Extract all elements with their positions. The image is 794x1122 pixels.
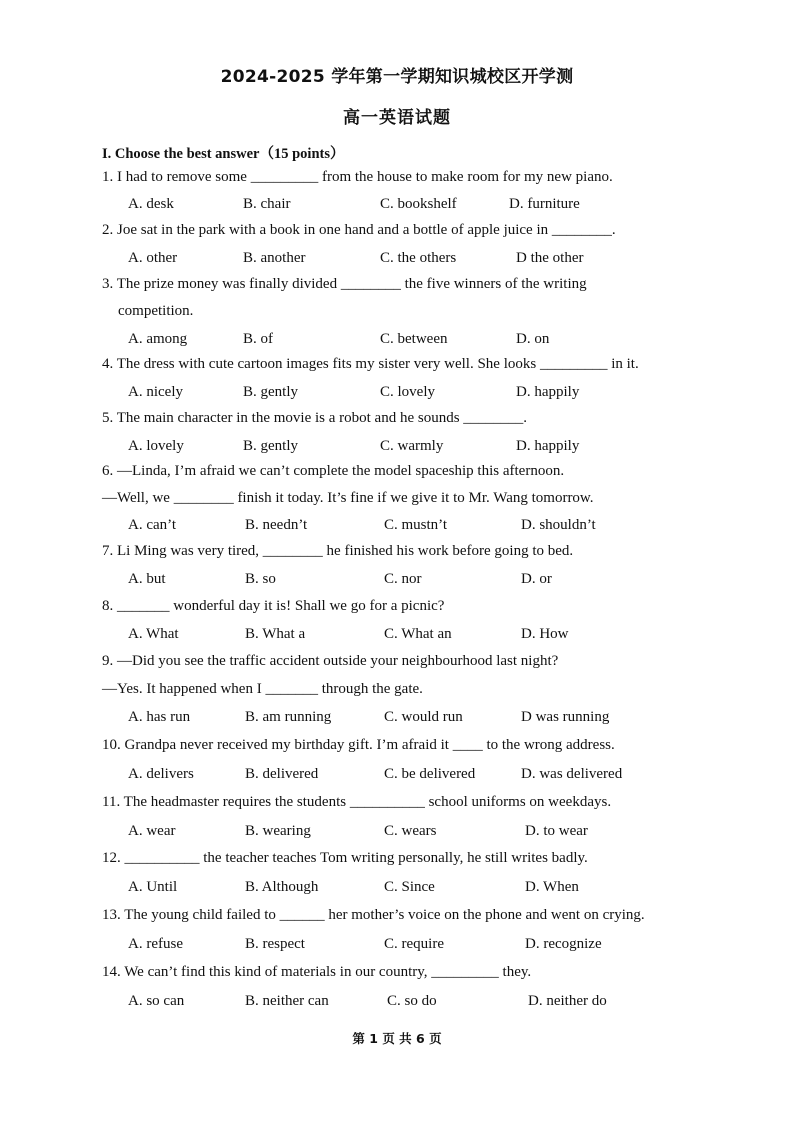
question-4-option-a: A. nicely xyxy=(128,384,183,400)
question-6-option-d: D. shouldn’t xyxy=(521,517,596,533)
question-3-option-a: A. among xyxy=(128,331,188,347)
question-1-stem: 1. I had to remove some _________ from the house to make room for my new piano. xyxy=(102,169,613,185)
question-6-option-b: B. needn’t xyxy=(245,517,308,533)
question-12-option-d: D. When xyxy=(525,879,579,895)
question-11-option-b: B. wearing xyxy=(245,823,311,839)
question-5-option-a: A. lovely xyxy=(128,438,184,454)
question-6-option-c: C. mustn’t xyxy=(384,517,448,533)
question-7-option-c: C. nor xyxy=(384,571,422,587)
question-1-option-d: D. furniture xyxy=(509,196,580,212)
question-13-option-a: A. refuse xyxy=(128,936,183,952)
question-9-option-d: D was running xyxy=(521,709,610,725)
question-11-stem: 11. The headmaster requires the students __________ school uniforms on weekdays. xyxy=(102,794,612,810)
question-8-stem: 8. _______ wonderful day it is! Shall we go for a picnic? xyxy=(102,598,445,614)
question-11-option-c: C. wears xyxy=(384,823,437,839)
question-2-option-b: B. another xyxy=(243,250,306,266)
question-10-option-d: D. was delivered xyxy=(521,766,623,782)
question-2-option-a: A. other xyxy=(128,250,178,266)
question-4-stem: 4. The dress with cute cartoon images fits my sister very well. She looks _________ in it. xyxy=(102,356,639,372)
question-2-option-d: D the other xyxy=(516,250,584,266)
question-9-option-c: C. would run xyxy=(384,709,463,725)
question-3-option-d: D. on xyxy=(516,331,550,347)
question-13-option-b: B. respect xyxy=(245,936,305,952)
question-5-stem: 5. The main character in the movie is a robot and he sounds ________. xyxy=(102,410,528,426)
question-12-option-c: C. Since xyxy=(384,879,435,895)
question-5-option-c: C. warmly xyxy=(380,438,444,454)
question-4-option-d: D. happily xyxy=(516,384,580,400)
question-3-option-b: B. of xyxy=(243,331,273,347)
question-9-stem: 9. —Did you see the traffic accident outside your neighbourhood last night? xyxy=(102,653,559,669)
question-7-option-a: A. but xyxy=(128,571,166,587)
question-13-option-c: C. require xyxy=(384,936,444,952)
question-10-option-a: A. delivers xyxy=(128,766,194,782)
question-11-option-a: A. wear xyxy=(128,823,176,839)
question-5-option-d: D. happily xyxy=(516,438,580,454)
exam-subtitle: 高一英语试题 xyxy=(343,108,451,128)
question-7-option-b: B. so xyxy=(245,571,276,587)
question-10-option-c: C. be delivered xyxy=(384,766,476,782)
exam-title: 2024-2025 学年第一学期知识城校区开学测 xyxy=(220,67,574,87)
question-7-stem: 7. Li Ming was very tired, ________ he finished his work before going to bed. xyxy=(102,543,574,559)
question-14-option-a: A. so can xyxy=(128,993,185,1009)
question-3-stem-continued: competition. xyxy=(118,303,194,319)
question-13-stem: 13. The young child failed to ______ her mother’s voice on the phone and went on crying. xyxy=(102,907,645,923)
question-14-stem: 14. We can’t find this kind of materials in our country, _________ they. xyxy=(102,964,532,980)
question-9-option-a: A. has run xyxy=(128,709,191,725)
question-10-option-b: B. delivered xyxy=(245,766,319,782)
question-9-option-b: B. am running xyxy=(245,709,332,725)
question-14-option-b: B. neither can xyxy=(245,993,329,1009)
question-2-option-c: C. the others xyxy=(380,250,457,266)
question-1-option-a: A. desk xyxy=(128,196,174,212)
question-14-option-c: C. so do xyxy=(387,993,437,1009)
question-5-option-b: B. gently xyxy=(243,438,298,454)
question-7-option-d: D. or xyxy=(521,571,552,587)
question-14-option-d: D. neither do xyxy=(528,993,607,1009)
question-6-stem: 6. —Linda, I’m afraid we can’t complete the model spaceship this afternoon. xyxy=(102,463,565,479)
question-8-option-d: D. How xyxy=(521,626,569,642)
question-6-option-a: A. can’t xyxy=(128,517,177,533)
question-9-response: —Yes. It happened when I _______ through the gate. xyxy=(102,681,423,697)
question-8-option-c: C. What an xyxy=(384,626,452,642)
page-number: 第 1 页 共 6 页 xyxy=(352,1031,442,1046)
question-12-stem: 12. __________ the teacher teaches Tom writing personally, he still writes badly. xyxy=(102,850,588,866)
question-6-response: —Well, we ________ finish it today. It’s fine if we give it to Mr. Wang tomorrow. xyxy=(102,490,594,506)
question-12-option-b: B. Although xyxy=(245,879,319,895)
question-2-stem: 2. Joe sat in the park with a book in one hand and a bottle of apple juice in ________. xyxy=(102,222,616,238)
question-10-stem: 10. Grandpa never received my birthday gift. I’m afraid it ____ to the wrong address. xyxy=(102,737,615,753)
question-3-option-c: C. between xyxy=(380,331,448,347)
question-4-option-c: C. lovely xyxy=(380,384,435,400)
question-4-option-b: B. gently xyxy=(243,384,298,400)
question-1-option-c: C. bookshelf xyxy=(380,196,457,212)
question-12-option-a: A. Until xyxy=(128,879,178,895)
question-1-option-b: B. chair xyxy=(243,196,291,212)
question-3-stem: 3. The prize money was finally divided ________ the five winners of the writing xyxy=(102,276,587,292)
question-8-option-b: B. What a xyxy=(245,626,306,642)
section-heading: I. Choose the best answer（15 points） xyxy=(102,146,345,162)
question-8-option-a: A. What xyxy=(128,626,179,642)
question-13-option-d: D. recognize xyxy=(525,936,602,952)
question-11-option-d: D. to wear xyxy=(525,823,588,839)
